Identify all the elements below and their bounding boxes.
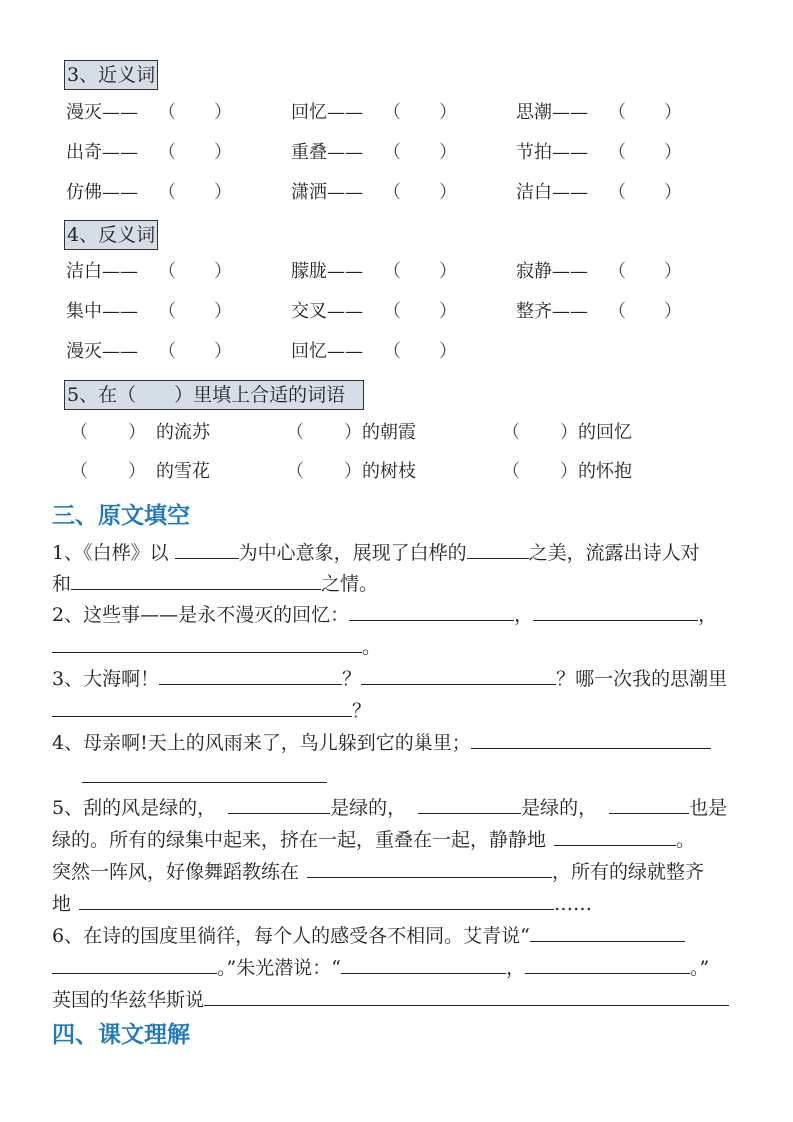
question-4-line-1: [52, 728, 711, 756]
answer-blank[interactable]: [341, 953, 506, 974]
synonym-item: [291, 100, 457, 126]
word: 的树枝: [362, 461, 416, 482]
question-3-line-1: [52, 664, 727, 692]
question-6-line-2: [52, 953, 709, 981]
paren-open: （: [608, 301, 626, 322]
antonym-item: [291, 299, 457, 325]
text: ……: [554, 893, 593, 915]
paren-close: ）: [664, 102, 682, 123]
paren-close: ）: [439, 341, 457, 362]
fill-word-item: [70, 420, 210, 446]
fill-word-item: [502, 459, 632, 485]
word: 回忆——: [291, 341, 363, 362]
paren-close: ）: [439, 102, 457, 123]
paren-open: （: [383, 301, 401, 322]
answer-blank[interactable]: [204, 985, 729, 1006]
word: 的流苏: [156, 422, 210, 443]
word: 洁白——: [516, 182, 588, 203]
paren-open: （: [286, 461, 304, 482]
answer-blank[interactable]: [471, 728, 711, 749]
word: 洁白——: [66, 261, 138, 282]
antonym-item: [291, 339, 457, 365]
text: 和: [52, 573, 72, 595]
word: 集中——: [66, 301, 138, 322]
question-1-line-2: [52, 569, 378, 597]
answer-blank[interactable]: [228, 793, 330, 814]
question-2-line-1: [52, 600, 717, 628]
answer-blank[interactable]: [418, 793, 521, 814]
paren-close: ）: [560, 422, 578, 443]
answer-blank[interactable]: [361, 664, 556, 685]
paren-open: （: [158, 142, 176, 163]
antonym-item: [291, 259, 457, 285]
question-5-line-2: [52, 825, 695, 853]
text: ？: [352, 700, 372, 722]
paren-close: ）: [214, 102, 232, 123]
section-heading-fill-text: 三、原文填空: [52, 502, 190, 529]
word: 朦胧——: [291, 261, 363, 282]
word: 节拍——: [516, 142, 588, 163]
text: 之美，流露出诗人对: [528, 542, 700, 564]
text: 之情。: [321, 573, 379, 595]
question-5-line-1: [52, 793, 727, 821]
word: 仿佛——: [66, 182, 138, 203]
text: 突然一阵风，好像舞蹈教练在: [52, 861, 300, 883]
answer-blank[interactable]: [609, 793, 689, 814]
word: 出奇——: [66, 142, 138, 163]
antonym-item: [516, 259, 682, 285]
question-5-line-3: [52, 857, 704, 885]
answer-blank[interactable]: [554, 825, 676, 846]
synonym-item: [66, 180, 232, 206]
text: 地: [52, 893, 72, 915]
answer-blank[interactable]: [52, 953, 217, 974]
question-2-line-2: [52, 632, 381, 660]
text: 。: [676, 829, 696, 851]
text: 1、《白桦》以: [52, 542, 175, 564]
paren-close: ）: [344, 422, 362, 443]
antonym-item: [66, 339, 232, 365]
paren-open: （: [158, 261, 176, 282]
synonym-item: [66, 140, 232, 166]
word: 漫灭——: [66, 102, 138, 123]
paren-close: ）: [664, 261, 682, 282]
answer-blank[interactable]: [175, 538, 239, 559]
paren-open: （: [70, 461, 88, 482]
paren-open: （: [383, 261, 401, 282]
text: 。”: [689, 957, 710, 979]
paren-open: （: [502, 461, 520, 482]
paren-close: ）: [214, 341, 232, 362]
text: 绿的。所有的绿集中起来，挤在一起，重叠在一起，静静地: [52, 829, 547, 851]
answer-blank[interactable]: [52, 632, 362, 653]
antonym-item: [516, 299, 682, 325]
antonym-item: [66, 299, 232, 325]
paren-close: ）: [664, 142, 682, 163]
answer-blank[interactable]: [467, 538, 529, 559]
answer-blank[interactable]: [159, 664, 342, 685]
paren-close: ）: [560, 461, 578, 482]
paren-open: （: [158, 341, 176, 362]
section-heading-text-understanding: 四、课文理解: [52, 1021, 190, 1048]
synonym-item: [516, 100, 682, 126]
section-antonyms-label: 4、反义词: [64, 220, 158, 250]
text: 6、在诗的国度里徜徉，每个人的感受各不相同。艾青说“: [52, 925, 530, 947]
text: 4、母亲啊!天上的风雨来了，鸟儿躲到它的巢里；: [52, 732, 471, 754]
paren-open: （: [383, 341, 401, 362]
answer-blank[interactable]: [82, 762, 327, 783]
text: 是绿的，: [330, 797, 407, 819]
paren-close: ）: [439, 142, 457, 163]
paren-close: ）: [214, 182, 232, 203]
text: 是绿的，: [521, 797, 598, 819]
synonym-item: [516, 140, 682, 166]
paren-close: ）: [128, 422, 146, 443]
text: 2、这些事——是永不漫灭的回忆：: [52, 604, 350, 626]
synonym-item: [516, 180, 682, 206]
paren-open: （: [608, 182, 626, 203]
text: 。”朱光潜说：“: [217, 957, 341, 979]
word: 漫灭——: [66, 341, 138, 362]
text: 英国的华兹华斯说: [52, 989, 205, 1011]
answer-blank[interactable]: [530, 921, 685, 942]
paren-close: ）: [214, 261, 232, 282]
question-1-line-1: [52, 538, 700, 566]
section-synonyms-label: 3、近义词: [64, 60, 158, 90]
answer-blank[interactable]: [52, 696, 352, 717]
paren-close: ）: [439, 301, 457, 322]
paren-open: （: [383, 142, 401, 163]
text: 也是: [689, 797, 728, 819]
answer-blank[interactable]: [533, 600, 698, 621]
text: ，: [698, 604, 718, 626]
paren-open: （: [383, 182, 401, 203]
synonym-item: [291, 140, 457, 166]
text: ？: [342, 668, 362, 690]
paren-open: （: [608, 142, 626, 163]
word: 寂静——: [516, 261, 588, 282]
text: 为中心意象，展现了白桦的: [238, 542, 467, 564]
question-6-line-3: [52, 985, 729, 1013]
word: 交叉——: [291, 301, 363, 322]
paren-close: ）: [439, 261, 457, 282]
paren-open: （: [70, 422, 88, 443]
paren-close: ）: [214, 301, 232, 322]
paren-open: （: [158, 301, 176, 322]
answer-blank[interactable]: [79, 889, 554, 910]
paren-close: ）: [214, 142, 232, 163]
fill-word-item: [286, 459, 416, 485]
paren-close: ）: [344, 461, 362, 482]
paren-open: （: [502, 422, 520, 443]
word: 回忆——: [291, 102, 363, 123]
question-5-line-4: [52, 889, 592, 917]
word: 整齐——: [516, 301, 588, 322]
word: 潇洒——: [291, 182, 363, 203]
question-4-line-2: [82, 762, 327, 790]
paren-open: （: [383, 102, 401, 123]
synonym-item: [66, 100, 232, 126]
text: 5、刮的风是绿的，: [52, 797, 217, 819]
question-6-line-1: [52, 921, 685, 949]
question-3-line-2: [52, 696, 371, 724]
word: 的雪花: [156, 461, 210, 482]
text: ，: [514, 604, 534, 626]
text: 。: [362, 636, 382, 658]
paren-close: ）: [664, 182, 682, 203]
word: 的回忆: [578, 422, 632, 443]
word: 的怀抱: [578, 461, 632, 482]
word: 思潮——: [516, 102, 588, 123]
answer-blank[interactable]: [307, 857, 552, 878]
answer-blank[interactable]: [71, 569, 321, 590]
antonym-item: [66, 259, 232, 285]
synonym-item: [291, 180, 457, 206]
text: 3、大海啊！: [52, 668, 160, 690]
fill-word-item: [286, 420, 416, 446]
text: ？哪一次我的思潮里: [556, 668, 728, 690]
word: 重叠——: [291, 142, 363, 163]
word: 的朝霞: [362, 422, 416, 443]
answer-blank[interactable]: [525, 953, 690, 974]
text: ，所有的绿就整齐: [552, 861, 705, 883]
paren-open: （: [608, 102, 626, 123]
text: ，: [505, 957, 525, 979]
paren-open: （: [286, 422, 304, 443]
paren-close: ）: [664, 301, 682, 322]
fill-word-item: [502, 420, 632, 446]
paren-close: ）: [128, 461, 146, 482]
paren-close: ）: [439, 182, 457, 203]
answer-blank[interactable]: [349, 600, 514, 621]
paren-open: （: [158, 102, 176, 123]
section-fill-words-label: 5、在（ ）里填上合适的词语: [64, 380, 364, 410]
fill-word-item: [70, 459, 210, 485]
paren-open: （: [158, 182, 176, 203]
paren-open: （: [608, 261, 626, 282]
